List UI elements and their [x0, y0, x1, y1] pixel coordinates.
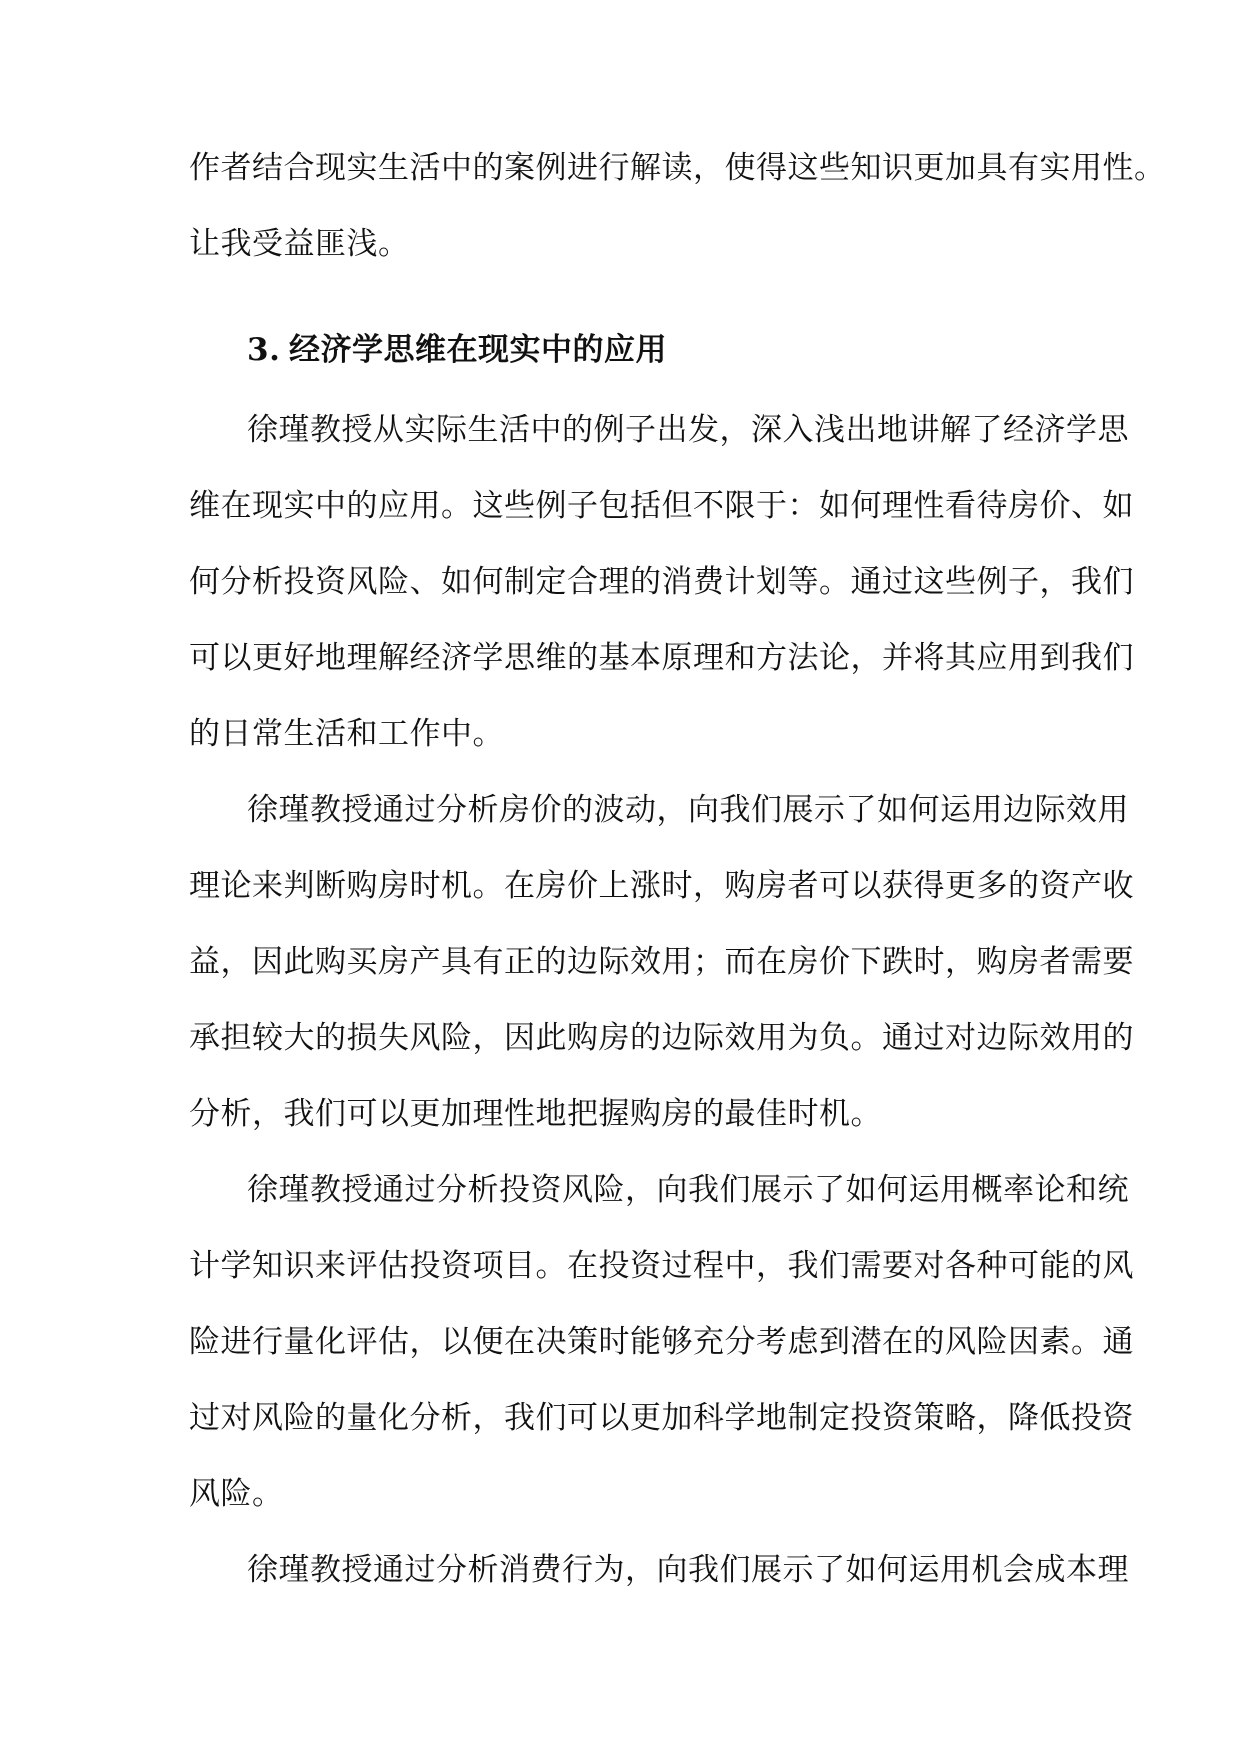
- text-line: 计学知识来评估投资项目。在投资过程中，我们需要对各种可能的风: [189, 1248, 1134, 1284]
- text-line: 的日常生活和工作中。: [189, 716, 504, 752]
- text-line: 险进行量化评估，以便在决策时能够充分考虑到潜在的风险因素。通: [189, 1324, 1134, 1360]
- text-line: 分析，我们可以更加理性地把握购房的最佳时机。: [189, 1096, 882, 1132]
- section-title: 经济学思维在现实中的应用: [289, 332, 667, 368]
- text-line: 徐瑾教授通过分析投资风险，向我们展示了如何运用概率论和统: [247, 1172, 1129, 1208]
- text-line: 风险。: [189, 1476, 284, 1512]
- section-heading: [247, 330, 1127, 370]
- text-line: 让我受益匪浅。: [189, 226, 410, 262]
- text-line: 理论来判断购房时机。在房价上涨时，购房者可以获得更多的资产收: [189, 868, 1134, 904]
- text-line: 徐瑾教授从实际生活中的例子出发，深入浅出地讲解了经济学思: [247, 412, 1129, 448]
- text-line: 徐瑾教授通过分析房价的波动，向我们展示了如何运用边际效用: [247, 792, 1129, 828]
- text-line: 可以更好地理解经济学思维的基本原理和方法论，并将其应用到我们: [189, 640, 1134, 676]
- section-number: 3.: [247, 332, 281, 368]
- text-line: 维在现实中的应用。这些例子包括但不限于：如何理性看待房价、如: [189, 488, 1134, 524]
- text-line: 承担较大的损失风险，因此购房的边际效用为负。通过对边际效用的: [189, 1020, 1134, 1056]
- text-line: 徐瑾教授通过分析消费行为，向我们展示了如何运用机会成本理: [247, 1552, 1129, 1588]
- text-line: 何分析投资风险、如何制定合理的消费计划等。通过这些例子，我们: [189, 564, 1134, 600]
- text-line: 过对风险的量化分析，我们可以更加科学地制定投资策略，降低投资: [189, 1400, 1134, 1436]
- text-line: 作者结合现实生活中的案例进行解读，使得这些知识更加具有实用性。: [189, 150, 1166, 186]
- text-line: 益，因此购买房产具有正的边际效用；而在房价下跌时，购房者需要: [189, 944, 1134, 980]
